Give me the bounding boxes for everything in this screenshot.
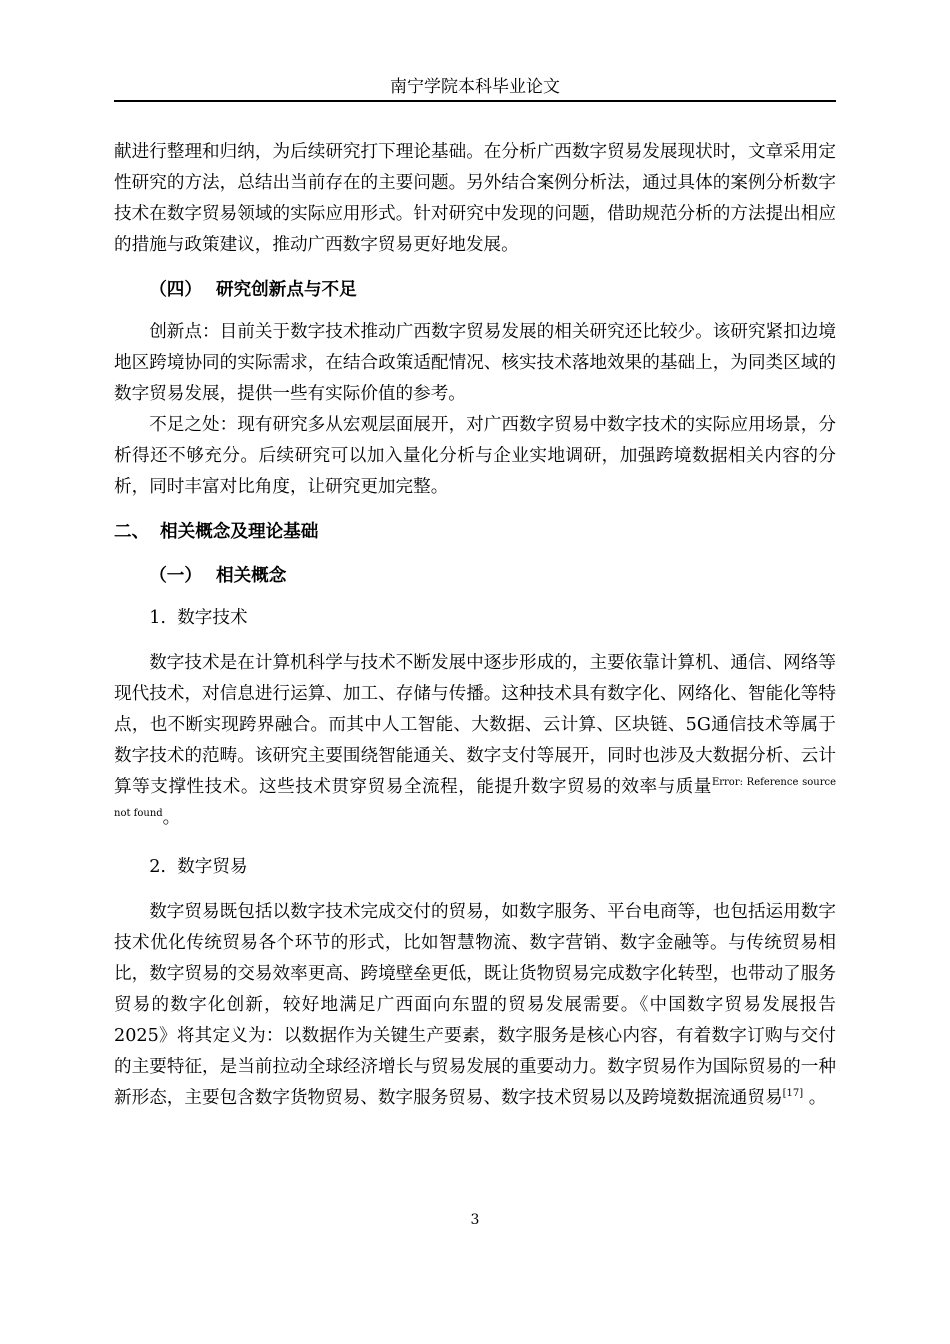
paragraph-innovation: 创新点：目前关于数字技术推动广西数字贸易发展的相关研究还比较少。该研究紧扣边境地区跨境协同的实际需求，在结合政策适配情况、核实技术落地效果的基础上，为同类区域的数字贸易发展，提供一些有实际价值的参考。 [114, 322, 836, 404]
reference-error-note: Error: Reference source not found [114, 777, 836, 819]
paragraph-shortcomings: 不足之处：现有研究多从宏观层面展开，对广西数字贸易中数字技术的实际应用场景，分析得还不够充分。后续研究可以加入量化分析与企业实地调研，加强跨境数据相关内容的分析，同时丰富对比角度，让研究更加完整。 [114, 415, 836, 497]
paragraph-end-punctuation: 。 [162, 808, 181, 828]
section-title: 研究创新点与不足 [215, 279, 357, 300]
page-number: 3 [470, 1212, 480, 1228]
subsection-heading-digital-trade [114, 852, 836, 883]
subsection-number: 2. [149, 857, 166, 877]
subsection-title: 数字技术 [177, 608, 248, 628]
paragraph-end-punctuation: 。 [803, 1088, 827, 1108]
paragraph-methods-continued: 献进行整理和归纳，为后续研究打下理论基础。在分析广西数字贸易发展现状时，文章采用定性研究的方法，总结出当前存在的主要问题。另外结合案例分析法，通过具体的案例分析数字技术在数字贸易领域的实际应用形式。针对研究中发现的问题，借助规范分析的方法提出相应的措施与政策建议，推动广西数字贸易更好地发展。 [114, 142, 836, 255]
section-number: （一） [149, 565, 202, 586]
section-heading-innovation [114, 274, 836, 305]
running-header: 南宁学院本科毕业论文 [390, 77, 560, 97]
chapter-heading [114, 516, 836, 547]
chapter-number: 二、 [114, 521, 150, 542]
section-title: 相关概念 [215, 565, 287, 586]
subsection-heading-digital-technology [114, 603, 836, 634]
section-heading-concepts [114, 560, 836, 591]
paragraph-text: 数字技术是在计算机科学与技术不断发展中逐步形成的，主要依靠计算机、通信、网络等现代技术，对信息进行运算、加工、存储与传播。这种技术具有数字化、网络化、智能化等特点，也不断实现跨界融合。而其中人工智能、大数据、云计算、区块链、5G通信技术等属于数字技术的范畴。该研究主要围绕智能通关、数字支付等展开，同时也涉及大数据分析、云计算等支撑性技术。这些技术贯穿贸易全流程，能提升数字贸易的效率与质量 [114, 653, 836, 797]
chapter-title: 相关概念及理论基础 [160, 521, 319, 542]
paragraph-digital-technology [114, 648, 836, 834]
subsection-title: 数字贸易 [177, 857, 248, 877]
body-content [114, 137, 836, 1114]
header-rule [114, 100, 836, 102]
subsection-number: 1. [149, 608, 166, 628]
paragraph-text: 数字贸易既包括以数字技术完成交付的贸易，如数字服务、平台电商等，也包括运用数字技术优化传统贸易各个环节的形式，比如智慧物流、数字营销、数字金融等。与传统贸易相比，数字贸易的交易效率更高、跨境壁垒更低，既让货物贸易完成数字化转型，也带动了服务贸易的数字化创新，较好地满足广西面向东盟的贸易发展需要。《中国数字贸易发展报告 2025》将其定义为：以数据作为关键生产要素，数字服务是核心内容，有着数字订购与交付的主要特征，是当前拉动全球经济增长与贸易发展的重要动力。数字贸易作为国际贸易的一种新形态，主要包含数字货物贸易、数字服务贸易、数字技术贸易以及跨境数据流通贸易 [114, 902, 836, 1108]
section-number: （四） [149, 279, 202, 300]
citation-superscript: [17] [782, 1088, 804, 1099]
paragraph-digital-trade [114, 897, 836, 1114]
